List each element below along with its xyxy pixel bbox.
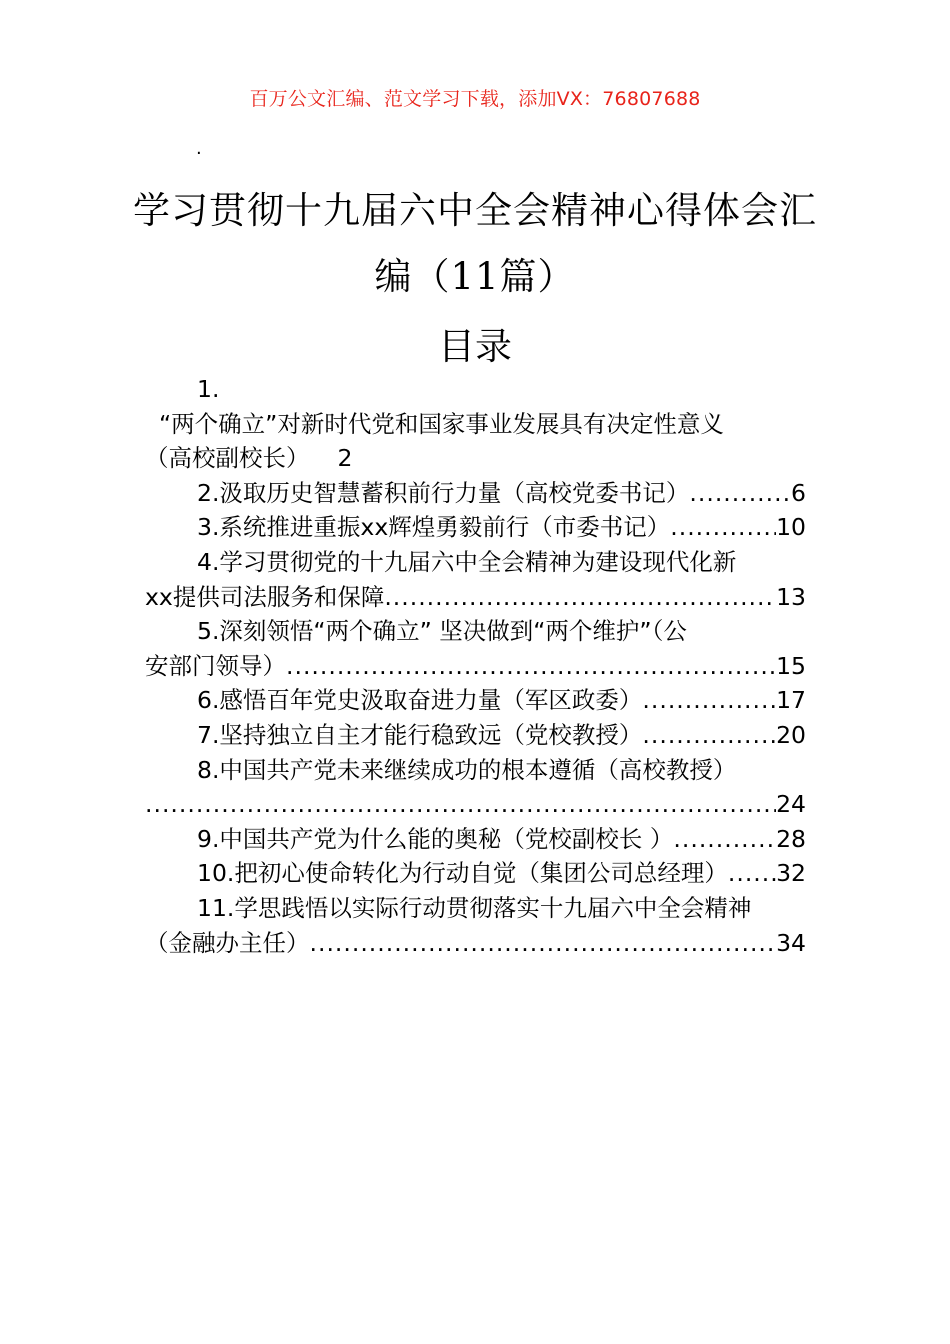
- toc-leader: [642, 683, 776, 718]
- toc-entry-title-cont: （高校副校长）: [145, 444, 310, 473]
- toc-entry-page: 2: [337, 444, 353, 473]
- toc-entry-title: 6.感悟百年党史汲取奋进力量（军区政委）: [197, 686, 643, 715]
- toc-leader: [673, 822, 776, 857]
- toc-entry-8[interactable]: [145, 753, 806, 822]
- toc-entry-title: 5.深刻领悟“两个确立” 坚决做到“两个维护”（公: [197, 617, 687, 646]
- toc-entry-1[interactable]: [145, 372, 806, 476]
- toc-entry-title-cont: 安部门领导）: [145, 651, 286, 680]
- toc-entry-title: 8.中国共产党未来继续成功的根本遵循（高校教授）: [197, 755, 737, 784]
- toc-leader: [310, 926, 777, 961]
- toc-entry-page: 17: [776, 686, 806, 715]
- toc-leader: [145, 787, 776, 822]
- toc-entry-page: 34: [776, 928, 806, 957]
- title-prefix: 编（: [374, 255, 451, 298]
- toc-leader: [642, 718, 776, 753]
- toc-leader: [728, 856, 776, 891]
- toc-entry-line: [145, 856, 806, 891]
- toc-entry-line: [145, 649, 806, 684]
- toc-entry-page: 15: [776, 651, 806, 680]
- toc-entry-line: [145, 580, 806, 615]
- toc-entry-7[interactable]: [145, 718, 806, 753]
- toc-entry-page: 24: [776, 790, 806, 819]
- toc-entry-title-cont: xx提供司法服务和保障: [145, 582, 385, 611]
- toc-entry-title-cont: （金融办主任）: [145, 928, 310, 957]
- toc-entry-line: [145, 545, 806, 580]
- toc-entry-10[interactable]: [145, 856, 806, 891]
- toc-entry-line: [145, 614, 806, 649]
- toc-entry-line: [145, 683, 806, 718]
- document-title-line-2: [120, 246, 830, 300]
- toc-entry-line: [145, 718, 806, 753]
- toc-entry-2[interactable]: [145, 476, 806, 511]
- toc-entry-11[interactable]: [145, 891, 806, 960]
- toc-leader: [384, 580, 776, 615]
- toc-entry-line: [145, 753, 806, 788]
- toc-entry-title: 11.学思践悟以实际行动贯彻落实十九届六中全会精神: [197, 893, 752, 922]
- toc-entry-line: [145, 510, 806, 545]
- toc-entry-page: 6: [791, 478, 806, 507]
- download-banner: 百万公文汇编、范文学习下载，添加VX：76807688: [249, 88, 701, 110]
- toc-entry-line: [145, 822, 806, 857]
- title-count: 11: [450, 255, 500, 298]
- toc-entry-line: [145, 787, 806, 822]
- toc-entry-number-line: [145, 372, 806, 407]
- toc-entry-number: 1.: [197, 375, 220, 403]
- toc-entry-4[interactable]: [145, 545, 806, 614]
- toc-entry-title: “两个确立”对新时代党和国家事业发展具有决定性意义: [159, 409, 724, 438]
- toc-entry-title: 9.中国共产党为什么能的奥秘（党校副校长 ）: [197, 824, 674, 853]
- toc-heading: 目录: [438, 325, 512, 368]
- toc-entry-line: [145, 407, 806, 442]
- toc-entry-page: 32: [776, 859, 806, 888]
- toc-entry-page: 20: [776, 720, 806, 749]
- toc-entry-title: 3.系统推进重振xx辉煌勇毅前行（市委书记）: [197, 513, 671, 542]
- toc-leader: [286, 649, 776, 684]
- toc-entry-3[interactable]: [145, 510, 806, 545]
- toc-entry-page: 10: [776, 513, 806, 542]
- toc-entry-page: 13: [776, 582, 806, 611]
- title-suffix: 篇）: [499, 255, 576, 298]
- toc-entry-line: [145, 926, 806, 961]
- toc-entry-line: [145, 891, 806, 926]
- toc-entry-title: 4.学习贯彻党的十九届六中全会精神为建设现代化新: [197, 547, 737, 576]
- toc-entry-6[interactable]: [145, 683, 806, 718]
- toc-entry-line: [145, 441, 806, 476]
- toc-entry-9[interactable]: [145, 822, 806, 857]
- toc-entry-title: 2.汲取历史智慧蓄积前行力量（高校党委书记）: [197, 478, 690, 507]
- toc-entry-title: 10.把初心使命转化为行动自觉（集团公司总经理）: [197, 859, 728, 888]
- toc-entry-page: 28: [776, 824, 806, 853]
- document-title-line-1: 学习贯彻十九届六中全会精神心得体会汇: [133, 189, 817, 232]
- toc-leader: [670, 510, 776, 545]
- toc-entry-5[interactable]: [145, 614, 806, 683]
- marker-dot: .: [196, 138, 202, 159]
- toc-entry-title: 7.坚持独立自主才能行稳致远（党校教授）: [197, 720, 643, 749]
- table-of-contents: [145, 372, 806, 960]
- toc-leader: [689, 476, 791, 511]
- toc-entry-line: [145, 476, 806, 511]
